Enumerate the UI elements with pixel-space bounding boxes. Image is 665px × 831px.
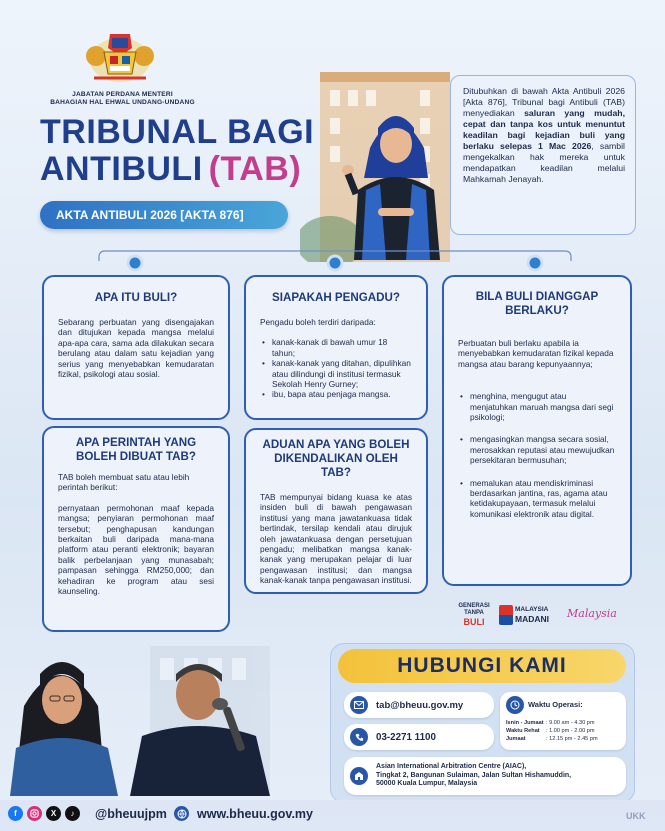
website-link[interactable]: www.bheuu.gov.my — [197, 807, 313, 821]
list-item: • kanak-kanak yang ditahan, dipulihkan atau dilindungi di institusi termasuk Sekolah Henry Gurney; — [260, 358, 412, 389]
phone-icon — [350, 728, 368, 746]
act-pill: AKTA ANTIBULI 2026 [AKTA 876] — [40, 201, 288, 229]
hours-value: : 1.00 pm - 2.00 pm — [546, 727, 595, 734]
hours-label: Isnin - Jumaat — [506, 720, 544, 726]
card-orders — [42, 426, 230, 632]
address-line: Tingkat 2, Bangunan Sulaiman, Jalan Sultan Hishamuddin, — [376, 771, 572, 779]
hours-list — [506, 720, 598, 743]
malaysia-madani-icon — [499, 605, 513, 625]
card-intro: TAB boleh membuat satu atau lebih perintah berikut: — [58, 472, 190, 493]
card-title: APA PERINTAH YANG BOLEH DIBUAT TAB? — [75, 436, 197, 463]
logo-text: MALAYSIA — [515, 606, 549, 613]
list-item: • mengasingkan mangsa secara sosial, merosakkan reputasi atau mewujudkan persekitaran bermusuhan; — [458, 434, 616, 465]
email-text[interactable]: tab@bheuu.gov.my — [376, 699, 464, 711]
visit-malaysia-logo: Malaysia — [567, 607, 617, 620]
contact-title: HUBUNGI KAMI — [338, 649, 626, 683]
address-text — [376, 763, 571, 788]
mail-icon — [350, 696, 368, 714]
card-title: BILA BULI DIANGGAP BERLAKU? — [475, 290, 599, 317]
coat-of-arms-logo — [82, 26, 158, 86]
logo-text: BULI — [463, 617, 485, 627]
hours-value: : 9.00 am - 4.30 pm — [546, 720, 595, 726]
page-title-line1: TRIBUNAL BAGI — [40, 113, 315, 151]
hours-label: Waktu Rehat — [506, 727, 540, 734]
phone-field[interactable] — [344, 724, 494, 750]
card-title: APA ITU BULI? — [94, 291, 178, 304]
operating-hours — [500, 692, 626, 750]
address-line: 50000 Kuala Lumpur, Malaysia — [376, 780, 478, 788]
clock-icon — [506, 696, 524, 714]
card-body: pernyataan permohonan maaf kepada mangsa; penyiaran permohonan maaf tersebut; penghapusan kandungan berkaitan buli daripada mana-mana platform atau peranti elektronik; bayaran balik perbelanjaan yang munasabah; pampasan sehingga RM250,000; dan kehadiran ke program atau sesi kaunseling. — [58, 502, 214, 597]
card-intro: Pengadu boleh terdiri daripada: — [260, 317, 376, 327]
hours-title: Waktu Operasi: — [528, 700, 583, 709]
instagram-icon[interactable] — [27, 806, 42, 821]
complainant-list — [260, 337, 412, 399]
facebook-icon[interactable]: f — [8, 806, 23, 821]
card-body: Sebarang perbuatan yang disengajakan dan ditujukan kepada mangsa melalui apa-apa cara, sama ada dilakukan secara berulang atau dalam satu kejadian yang serius yang menyebabkan kemudaratan fizikal, psikologi atau sosial. — [58, 317, 214, 380]
social-icons — [8, 806, 80, 821]
division-name: BAHAGIAN HAL EHWAL UNDANG-UNDANG — [50, 99, 195, 106]
address-field — [344, 757, 626, 795]
intro-highlight: saluran yang mudah, cepat dan tanpa kos untuk menuntut keadilan bagi kejadian buli yang berlaku selepas 1 Mac 2026 — [463, 108, 625, 151]
card-title: SIAPAKAH PENGADU? — [272, 291, 400, 304]
tiktok-icon[interactable]: ♪ — [65, 806, 80, 821]
x-icon[interactable]: X — [46, 806, 61, 821]
staff-photo — [0, 636, 290, 796]
card-when-bullying — [442, 275, 632, 586]
phone-text[interactable]: 03-2271 1100 — [376, 731, 436, 743]
when-bullying-list — [458, 391, 616, 519]
hours-row — [506, 736, 598, 744]
page-title-antibuli: ANTIBULI — [40, 150, 203, 188]
card-intro: Perbuatan buli berlaku apabila ia menyebabkan kemudaratan fizikal kepada mangsa atau barang kepunyaannya; — [458, 338, 614, 369]
intro-card — [450, 75, 636, 235]
malaysia-madani-logo — [515, 606, 549, 624]
list-item: • menghina, mengugut atau menjatuhkan maruah mangsa dari segi psikologi; — [458, 391, 616, 422]
department-name: JABATAN PERDANA MENTERI — [72, 91, 173, 98]
card-what-is-bullying — [42, 275, 230, 420]
presenter-illustration — [340, 98, 452, 260]
page-title-abbr: (TAB) — [208, 150, 302, 188]
page-title-line2 — [40, 151, 301, 187]
list-item: • ibu, bapa atau penjaga mangsa. — [260, 389, 412, 399]
card-body: TAB mempunyai bidang kuasa ke atas insiden buli di bawah pengawasan institusi yang mana jawatankuasa tidak bertindak, tersilap kendali atau dirujuk oleh jawatankuasa dengan persetujuan pengadu; melibatkan mangsa kanak-kanak yang merupakan pelajar di luar pengawasan institusi; dan mangsa kanak-kanak tanpa pengawasan institusi. — [260, 492, 412, 586]
card-complainant — [244, 275, 428, 420]
list-item: • memalukan atau mendiskriminasi berdasarkan jantina, ras, agama atau ketidakupayaan, termasuk melalui komunikasi elektronik atau digital. — [458, 478, 616, 520]
intro-text: Ditubuhkan di bawah Akta Antibuli 2026 [Akta 876], Tribunal bagi Antibuli (TAB) menyediakan — [463, 86, 625, 118]
list-item: • kanak-kanak di bawah umur 18 tahun; — [260, 337, 412, 358]
hours-value: : 12.15 pm - 2.45 pm — [546, 735, 598, 742]
watermark-logo: UKK — [626, 811, 646, 821]
hours-row — [506, 720, 598, 728]
card-connector — [95, 247, 575, 277]
globe-icon — [174, 806, 189, 821]
intro-text-end: , sambil mengekalkan hak mereka untuk mendapatkan keadilan melalui Mahkamah Jenayah. — [463, 141, 625, 184]
email-field[interactable] — [344, 692, 494, 718]
logo-text: TANPA — [464, 610, 484, 616]
card-complaints — [244, 428, 428, 594]
hours-label: Jumaat — [506, 735, 526, 742]
logo-text: GENERASI — [458, 603, 490, 609]
hours-row — [506, 728, 598, 736]
social-handle[interactable]: @bheuujpm — [95, 807, 167, 821]
address-line: Asian International Arbitration Centre (AIAC), — [376, 763, 527, 771]
building-icon — [350, 767, 368, 785]
partner-logos — [455, 601, 625, 633]
generasi-tanpa-buli-logo — [455, 603, 493, 627]
card-title: ADUAN APA YANG BOLEH DIKENDALIKAN OLEH TAB? — [262, 438, 410, 479]
logo-text: MADANI — [515, 614, 549, 624]
